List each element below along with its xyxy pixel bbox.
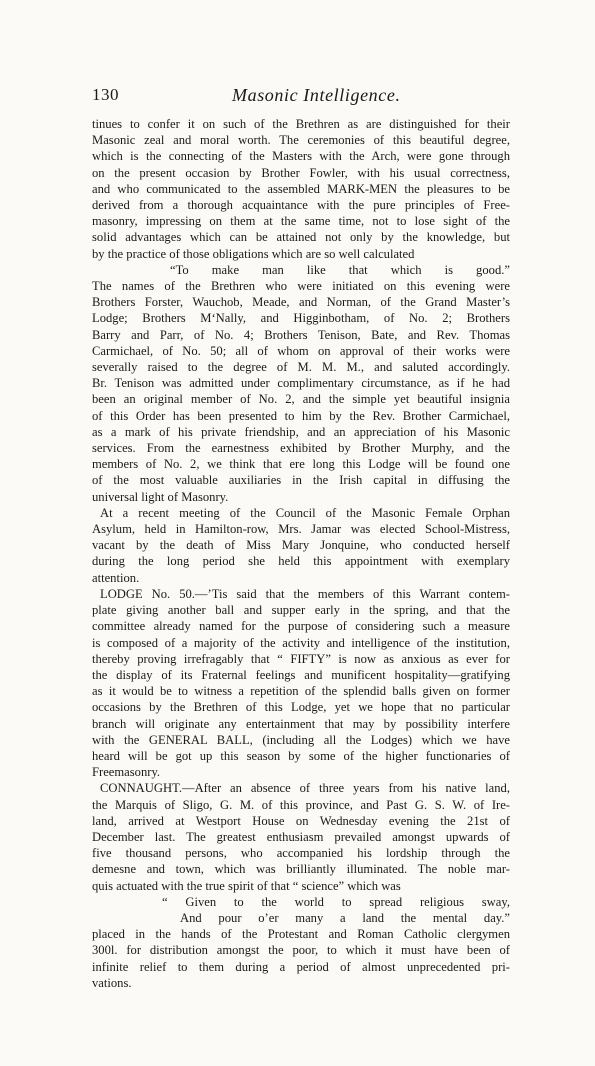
text-line: derived from a thorough acquaintance with the pure principles of Free- [92, 198, 510, 213]
text-line: Masonic zeal and moral worth. The ceremonies of this beautiful degree, [92, 133, 510, 148]
text-line: heard will be got up this season by some of the higher functionaries of [92, 748, 510, 763]
text-line: solid advantages which can be attained not only by the knowledge, but [92, 230, 510, 245]
text-line: is composed of a majority of the activity and intelligence of the institution, [92, 635, 510, 650]
text-line: infinite relief to them during a period of almost unprecedented pri- [92, 959, 510, 974]
paragraph-mark-degree [92, 116, 510, 262]
text-line: attention. [92, 570, 140, 585]
text-line: land, arrived at Westport House on Wednesday evening the 21st of [92, 813, 510, 828]
text-line: LODGE No. 50.—’Tis said that the members of this Warrant contem- [100, 586, 510, 601]
text-line: and who communicated to the assembled MARK-MEN the pleasures to be [92, 181, 510, 196]
text-line: Asylum, held in Hamilton-row, Mrs. Jamar was elected School-Mistress, [92, 522, 510, 537]
text-line: masonry, impressing on them at the same time, not to lose sight of the [92, 214, 510, 229]
text-line: five thousand persons, who accompanied his lordship through the [92, 846, 510, 861]
text-line: Freemasonry. [92, 765, 161, 780]
text-line: on the present occasion by Brother Fowler, with his usual correctness, [92, 165, 510, 180]
text-line: demesne and town, which was brilliantly illuminated. The noble mar- [92, 862, 510, 877]
running-title: Masonic Intelligence. [232, 85, 401, 105]
verse-line: “ Given to the world to spread religious sway, [162, 894, 510, 909]
text-line: been an original member of No. 2, and the simple yet beautiful insignia [92, 392, 510, 407]
text-line: plate giving another ball and supper early in the spring, and that the [92, 603, 510, 618]
paragraph-connaught [92, 780, 510, 893]
page-header [92, 85, 512, 107]
text-line: branch will originate any entertainment that may by possibility interfere [92, 716, 510, 731]
text-line: tinues to confer it on such of the Brethren as are distinguished for their [92, 117, 510, 131]
text-line: December last. The greatest enthusiasm prevailed amongst upwards of [92, 829, 510, 844]
text-line: Lodge; Brothers M‘Nally, and Higginbotham, of No. 2; Brothers [92, 311, 510, 326]
text-line: during the long period she held this appointment with exemplary [92, 554, 510, 569]
text-line: Barry and Parr, of No. 4; Brothers Tenison, Bate, and Rev. Thomas [92, 327, 510, 342]
quotation-line: “To make man like that which is good.” [170, 262, 510, 277]
text-line: At a recent meeting of the Council of the Masonic Female Orphan [100, 505, 510, 520]
text-line: Br. Tenison was admitted under complimentary circumstance, as if he had [92, 376, 510, 391]
page-number: 130 [92, 85, 119, 104]
paragraph-initiations [92, 278, 510, 505]
text-line: 300l. for distribution amongst the poor, to which it must have been of [92, 943, 510, 958]
text-line: The names of the Brethren who were initiated on this evening were [92, 279, 510, 294]
text-line: by the practice of those obligations which are so well calculated [92, 246, 415, 261]
text-line: the display of its Fraternal feelings and munificent hospitality—gratifying [92, 667, 510, 682]
text-line: vacant by the death of Miss Mary Jonquine, who conducted herself [92, 538, 510, 553]
text-line: of this Order has been presented to him by the Rev. Brother Carmichael, [92, 408, 510, 423]
text-line: as it would be to witness a repetition of the splendid balls given on former [92, 684, 510, 699]
text-line: members of No. 2, we think that ere long this Lodge will be found one [92, 457, 510, 472]
text-line: quis actuated with the true spirit of that “ science” which was [92, 878, 401, 893]
text-line: Carmichael, of No. 50; all of whom on approval of their works were [92, 343, 510, 358]
verse-line: And pour o’er many a land the mental day.” [180, 910, 510, 925]
text-line: vations. [92, 975, 132, 990]
text-line: placed in the hands of the Protestant and Roman Catholic clergymen [92, 927, 510, 942]
text-line: which is the connecting of the Masters with the Arch, were gone through [92, 149, 510, 164]
text-line: committee already named for the purpose of considering such a measure [92, 619, 510, 634]
text-line: the Marquis of Sligo, G. M. of this province, and Past G. S. W. of Ire- [92, 797, 510, 812]
article-body [92, 116, 510, 991]
text-line: universal light of Masonry. [92, 489, 229, 504]
text-line: occasions by the Brethren of this Lodge, yet we hope that no particular [92, 700, 510, 715]
text-line: CONNAUGHT.—After an absence of three years from his native land, [100, 781, 510, 796]
text-line: of the most valuable auxiliaries in the Irish capital in diffusing the [92, 473, 510, 488]
text-line: with the GENERAL BALL, (including all the Lodges) which we have [92, 732, 510, 747]
text-line: thereby proving irrefragably that “ FIFTY” is now as anxious as ever for [92, 651, 510, 666]
text-line: Brothers Forster, Wauchob, Meade, and Norman, of the Grand Master’s [92, 295, 510, 310]
text-line: as a mark of his private friendship, and an appreciation of his Masonic [92, 424, 510, 439]
paragraph-donation [92, 926, 510, 991]
paragraph-orphan-asylum [92, 505, 510, 586]
text-line: severally raised to the degree of M. M. M., and saluted accordingly. [92, 360, 510, 375]
text-line: services. From the earnestness exhibited by Brother Murphy, and the [92, 441, 510, 456]
paragraph-lodge-50 [92, 586, 510, 780]
